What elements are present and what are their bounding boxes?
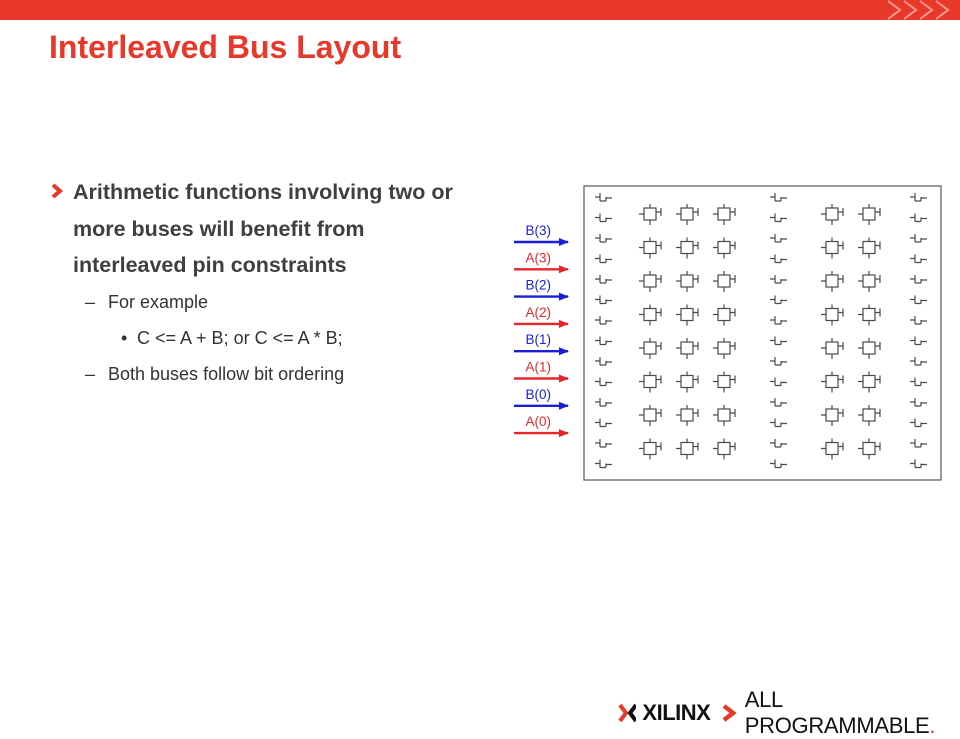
bus-signal-a0 xyxy=(514,414,568,433)
signal-label: B(0) xyxy=(525,386,551,402)
dot-marker: • xyxy=(121,327,128,348)
bus-signal-b0 xyxy=(514,387,568,406)
tagline xyxy=(745,687,960,739)
bullet-text: Both buses follow bit ordering xyxy=(108,363,345,384)
xilinx-logo xyxy=(618,687,960,739)
signal-label: A(3) xyxy=(525,250,551,266)
bus-signal-a1 xyxy=(514,360,568,379)
chevron-right-icon xyxy=(720,704,738,722)
fpga-die-outline xyxy=(584,186,941,480)
dash-marker: – xyxy=(85,291,96,312)
tagline-text: ALL PROGRAMMABLE xyxy=(744,687,930,738)
dash-marker: – xyxy=(85,363,96,384)
signal-label: A(0) xyxy=(525,414,551,430)
signal-label: A(1) xyxy=(525,359,551,375)
xilinx-x-icon xyxy=(618,703,636,723)
slide-title: Interleaved Bus Layout xyxy=(49,29,402,65)
signal-label: A(2) xyxy=(525,304,551,320)
signal-label: B(2) xyxy=(525,277,551,293)
tagline-period: . xyxy=(929,713,936,738)
bus-signals xyxy=(514,223,568,433)
bus-signal-b3 xyxy=(514,223,568,242)
bus-signal-a2 xyxy=(514,305,568,324)
bus-signal-b2 xyxy=(514,278,568,297)
bus-signal-a3 xyxy=(514,250,568,269)
bullet-text: For example xyxy=(108,291,209,312)
signal-label: B(3) xyxy=(525,223,551,238)
bullet-text: C <= A + B; or C <= A * B; xyxy=(137,327,343,348)
bullet-text: Arithmetic functions involving two or more buses will benefit from interleaved pin constraints xyxy=(73,180,453,277)
signal-label: B(1) xyxy=(525,332,551,348)
bus-signal-b1 xyxy=(514,332,568,351)
brand-name: XILINX xyxy=(642,700,711,725)
